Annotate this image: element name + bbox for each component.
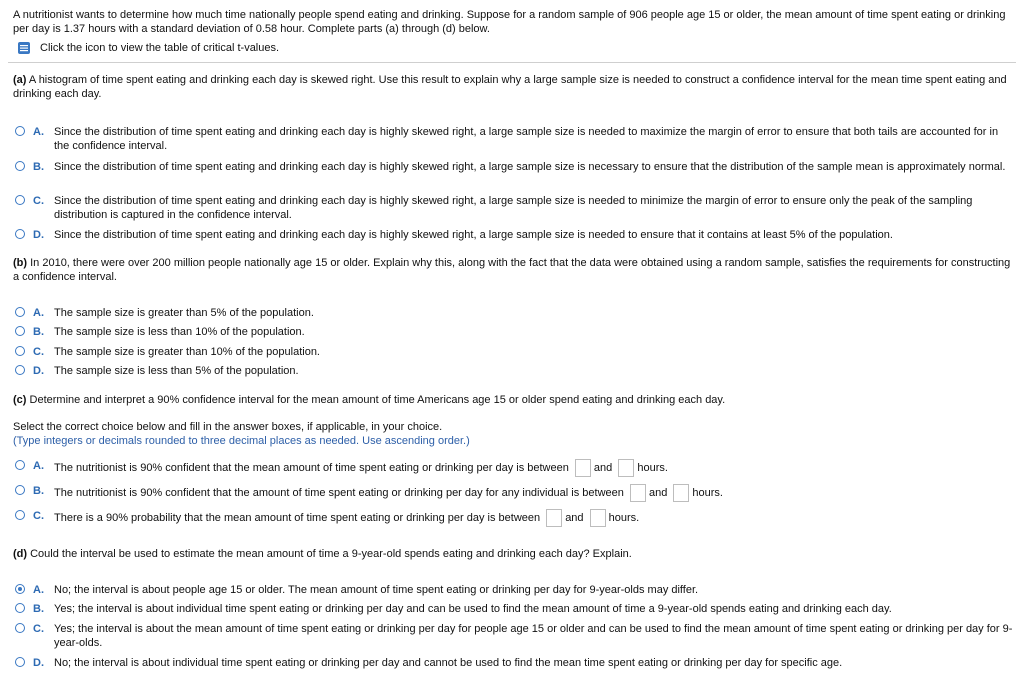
upper-bound-input[interactable] <box>590 509 606 527</box>
radio-button[interactable] <box>15 623 25 633</box>
option-sentence: The nutritionist is 90% confident that the amount of time spent eating or drinking per day for any individual is between <box>54 486 624 499</box>
option-letter: C. <box>33 195 44 207</box>
lower-bound-input[interactable] <box>546 509 562 527</box>
option-letter: A. <box>33 126 44 138</box>
part-a-label: (a) <box>13 74 27 86</box>
problem-intro: A nutritionist wants to determine how much time nationally people spend eating and drinking. Suppose for a random sample of 906 people age 15 or older, the mean amount of time spent eating or drinking per day is 1.37 hours with a standard deviation of 0.58 hour. Complete parts (a) through (d) below. <box>13 9 1006 35</box>
lower-bound-input[interactable] <box>630 484 646 502</box>
option-letter: D. <box>33 365 44 377</box>
radio-button[interactable] <box>15 603 25 613</box>
radio-button[interactable] <box>15 195 25 205</box>
part-c-question-text: Determine and interpret a 90% confidence interval for the mean amount of time Americans age 15 or older spend eating and drinking each day. <box>29 394 726 406</box>
radio-button-selected[interactable] <box>15 584 25 594</box>
part-b-option-b[interactable] <box>15 325 1015 339</box>
part-c-hint: (Type integers or decimals rounded to three decimal places as needed. Use ascending order.) <box>13 435 470 447</box>
part-a-question <box>13 73 1018 101</box>
option-text: Yes; the interval is about the mean amount of time spent eating or drinking per day for people age 15 or older and can be used to find the mean amount of time spent eating or drinking per day for 9-year-olds. <box>54 623 1013 649</box>
part-b-option-c[interactable] <box>15 345 1015 359</box>
option-letter: A. <box>33 584 44 596</box>
part-c-question <box>13 393 1018 407</box>
radio-button[interactable] <box>15 346 25 356</box>
part-a-option-b[interactable] <box>15 160 1015 174</box>
option-text: The sample size is less than 5% of the population. <box>54 365 299 377</box>
and-text: and <box>648 486 668 499</box>
option-letter: D. <box>33 229 44 241</box>
radio-button[interactable] <box>15 485 25 495</box>
option-sentence: There is a 90% probability that the mean amount of time spent eating or drinking per day is between <box>54 511 541 524</box>
part-a-option-c[interactable] <box>15 194 1015 222</box>
hours-text: hours. <box>692 486 723 499</box>
upper-bound-input[interactable] <box>673 484 689 502</box>
table-icon[interactable] <box>17 41 31 55</box>
part-d-option-c[interactable] <box>15 622 1015 650</box>
part-b-question <box>13 256 1018 284</box>
part-d-question <box>13 547 1018 561</box>
part-d-question-text: Could the interval be used to estimate the mean amount of time a 9-year-old spends eating and drinking each day? Explain. <box>30 548 632 560</box>
radio-button[interactable] <box>15 307 25 317</box>
divider <box>8 62 1016 63</box>
part-c-option-a[interactable] <box>15 459 1015 477</box>
option-text: No; the interval is about individual time spent eating or drinking per day and cannot be used to find the mean time spent eating or drinking per day for specific age. <box>54 657 843 669</box>
option-text <box>54 509 1015 527</box>
part-a-option-d[interactable] <box>15 228 1015 242</box>
option-text: The sample size is greater than 10% of the population. <box>54 346 320 358</box>
radio-button[interactable] <box>15 365 25 375</box>
option-sentence: The nutritionist is 90% confident that the mean amount of time spent eating or drinking per day is between <box>54 461 569 474</box>
option-letter: A. <box>33 460 44 472</box>
and-text: and <box>565 511 584 524</box>
lower-bound-input[interactable] <box>575 459 591 477</box>
radio-button[interactable] <box>15 510 25 520</box>
radio-button[interactable] <box>15 126 25 136</box>
option-letter: B. <box>33 326 44 338</box>
option-letter: B. <box>33 161 44 173</box>
radio-button[interactable] <box>15 460 25 470</box>
part-c-label: (c) <box>13 394 27 406</box>
part-d-option-a[interactable] <box>15 583 1015 597</box>
option-letter: C. <box>33 346 44 358</box>
option-text: Yes; the interval is about individual time spent eating or drinking per day and can be used to find the mean amount of time a 9-year-old spends eating and drinking each day. <box>54 603 892 615</box>
option-letter: D. <box>33 657 44 669</box>
hours-text: hours. <box>608 511 640 524</box>
option-text: Since the distribution of time spent eating and drinking each day is highly skewed right, a large sample size is necessary to ensure that the distribution of the sample mean is approximately normal. <box>54 161 1006 173</box>
option-text <box>54 459 1015 477</box>
option-text: No; the interval is about people age 15 or older. The mean amount of time spent eating or drinking per day for 9-year-olds may differ. <box>54 584 699 596</box>
critical-values-link[interactable] <box>17 41 279 55</box>
part-d-option-b[interactable] <box>15 602 1015 616</box>
option-text: Since the distribution of time spent eating and drinking each day is highly skewed right, a large sample size is needed to ensure that it contains at least 5% of the population. <box>54 229 893 241</box>
option-text: The sample size is greater than 5% of the population. <box>54 307 314 319</box>
part-c-option-c[interactable] <box>15 509 1015 527</box>
hours-text: hours. <box>637 461 668 474</box>
option-letter: C. <box>33 623 44 635</box>
option-text: Since the distribution of time spent eating and drinking each day is highly skewed right, a large sample size is needed to maximize the margin of error to ensure that both tails are accounted for in the confidence interval. <box>54 126 999 152</box>
upper-bound-input[interactable] <box>618 459 634 477</box>
radio-button[interactable] <box>15 326 25 336</box>
part-d-option-d[interactable] <box>15 656 1015 670</box>
part-c-instruction: Select the correct choice below and fill in the answer boxes, if applicable, in your choice. <box>13 421 443 433</box>
radio-button[interactable] <box>15 657 25 667</box>
part-b-question-text: In 2010, there were over 200 million people nationally age 15 or older. Explain why this, along with the fact that the data were obtained using a random sample, satisfies the requirements for constructing a confidence interval. <box>13 257 1011 283</box>
and-text: and <box>593 461 613 474</box>
part-b-option-d[interactable] <box>15 364 1015 378</box>
part-a-question-text: A histogram of time spent eating and drinking each day is skewed right. Use this result to explain why a large sample size is needed to construct a confidence interval for the mean time spent eating and drinking each day. <box>13 74 1007 100</box>
option-letter: C. <box>33 510 44 522</box>
option-text: The sample size is less than 10% of the population. <box>54 326 305 338</box>
part-c-option-b[interactable] <box>15 484 1015 502</box>
option-text <box>54 484 1015 502</box>
radio-button[interactable] <box>15 229 25 239</box>
option-letter: B. <box>33 603 44 615</box>
part-b-option-a[interactable] <box>15 306 1015 320</box>
option-letter: B. <box>33 485 44 497</box>
option-letter: A. <box>33 307 44 319</box>
part-b-label: (b) <box>13 257 28 269</box>
part-d-label: (d) <box>13 548 28 560</box>
critical-values-label: Click the icon to view the table of critical t-values. <box>40 42 280 54</box>
option-text: Since the distribution of time spent eating and drinking each day is highly skewed right, a large sample size is needed to minimize the margin of error to ensure only the peak of the sampling distribution is captured in the confidence interval. <box>54 195 973 221</box>
radio-button[interactable] <box>15 161 25 171</box>
part-a-option-a[interactable] <box>15 125 1015 153</box>
